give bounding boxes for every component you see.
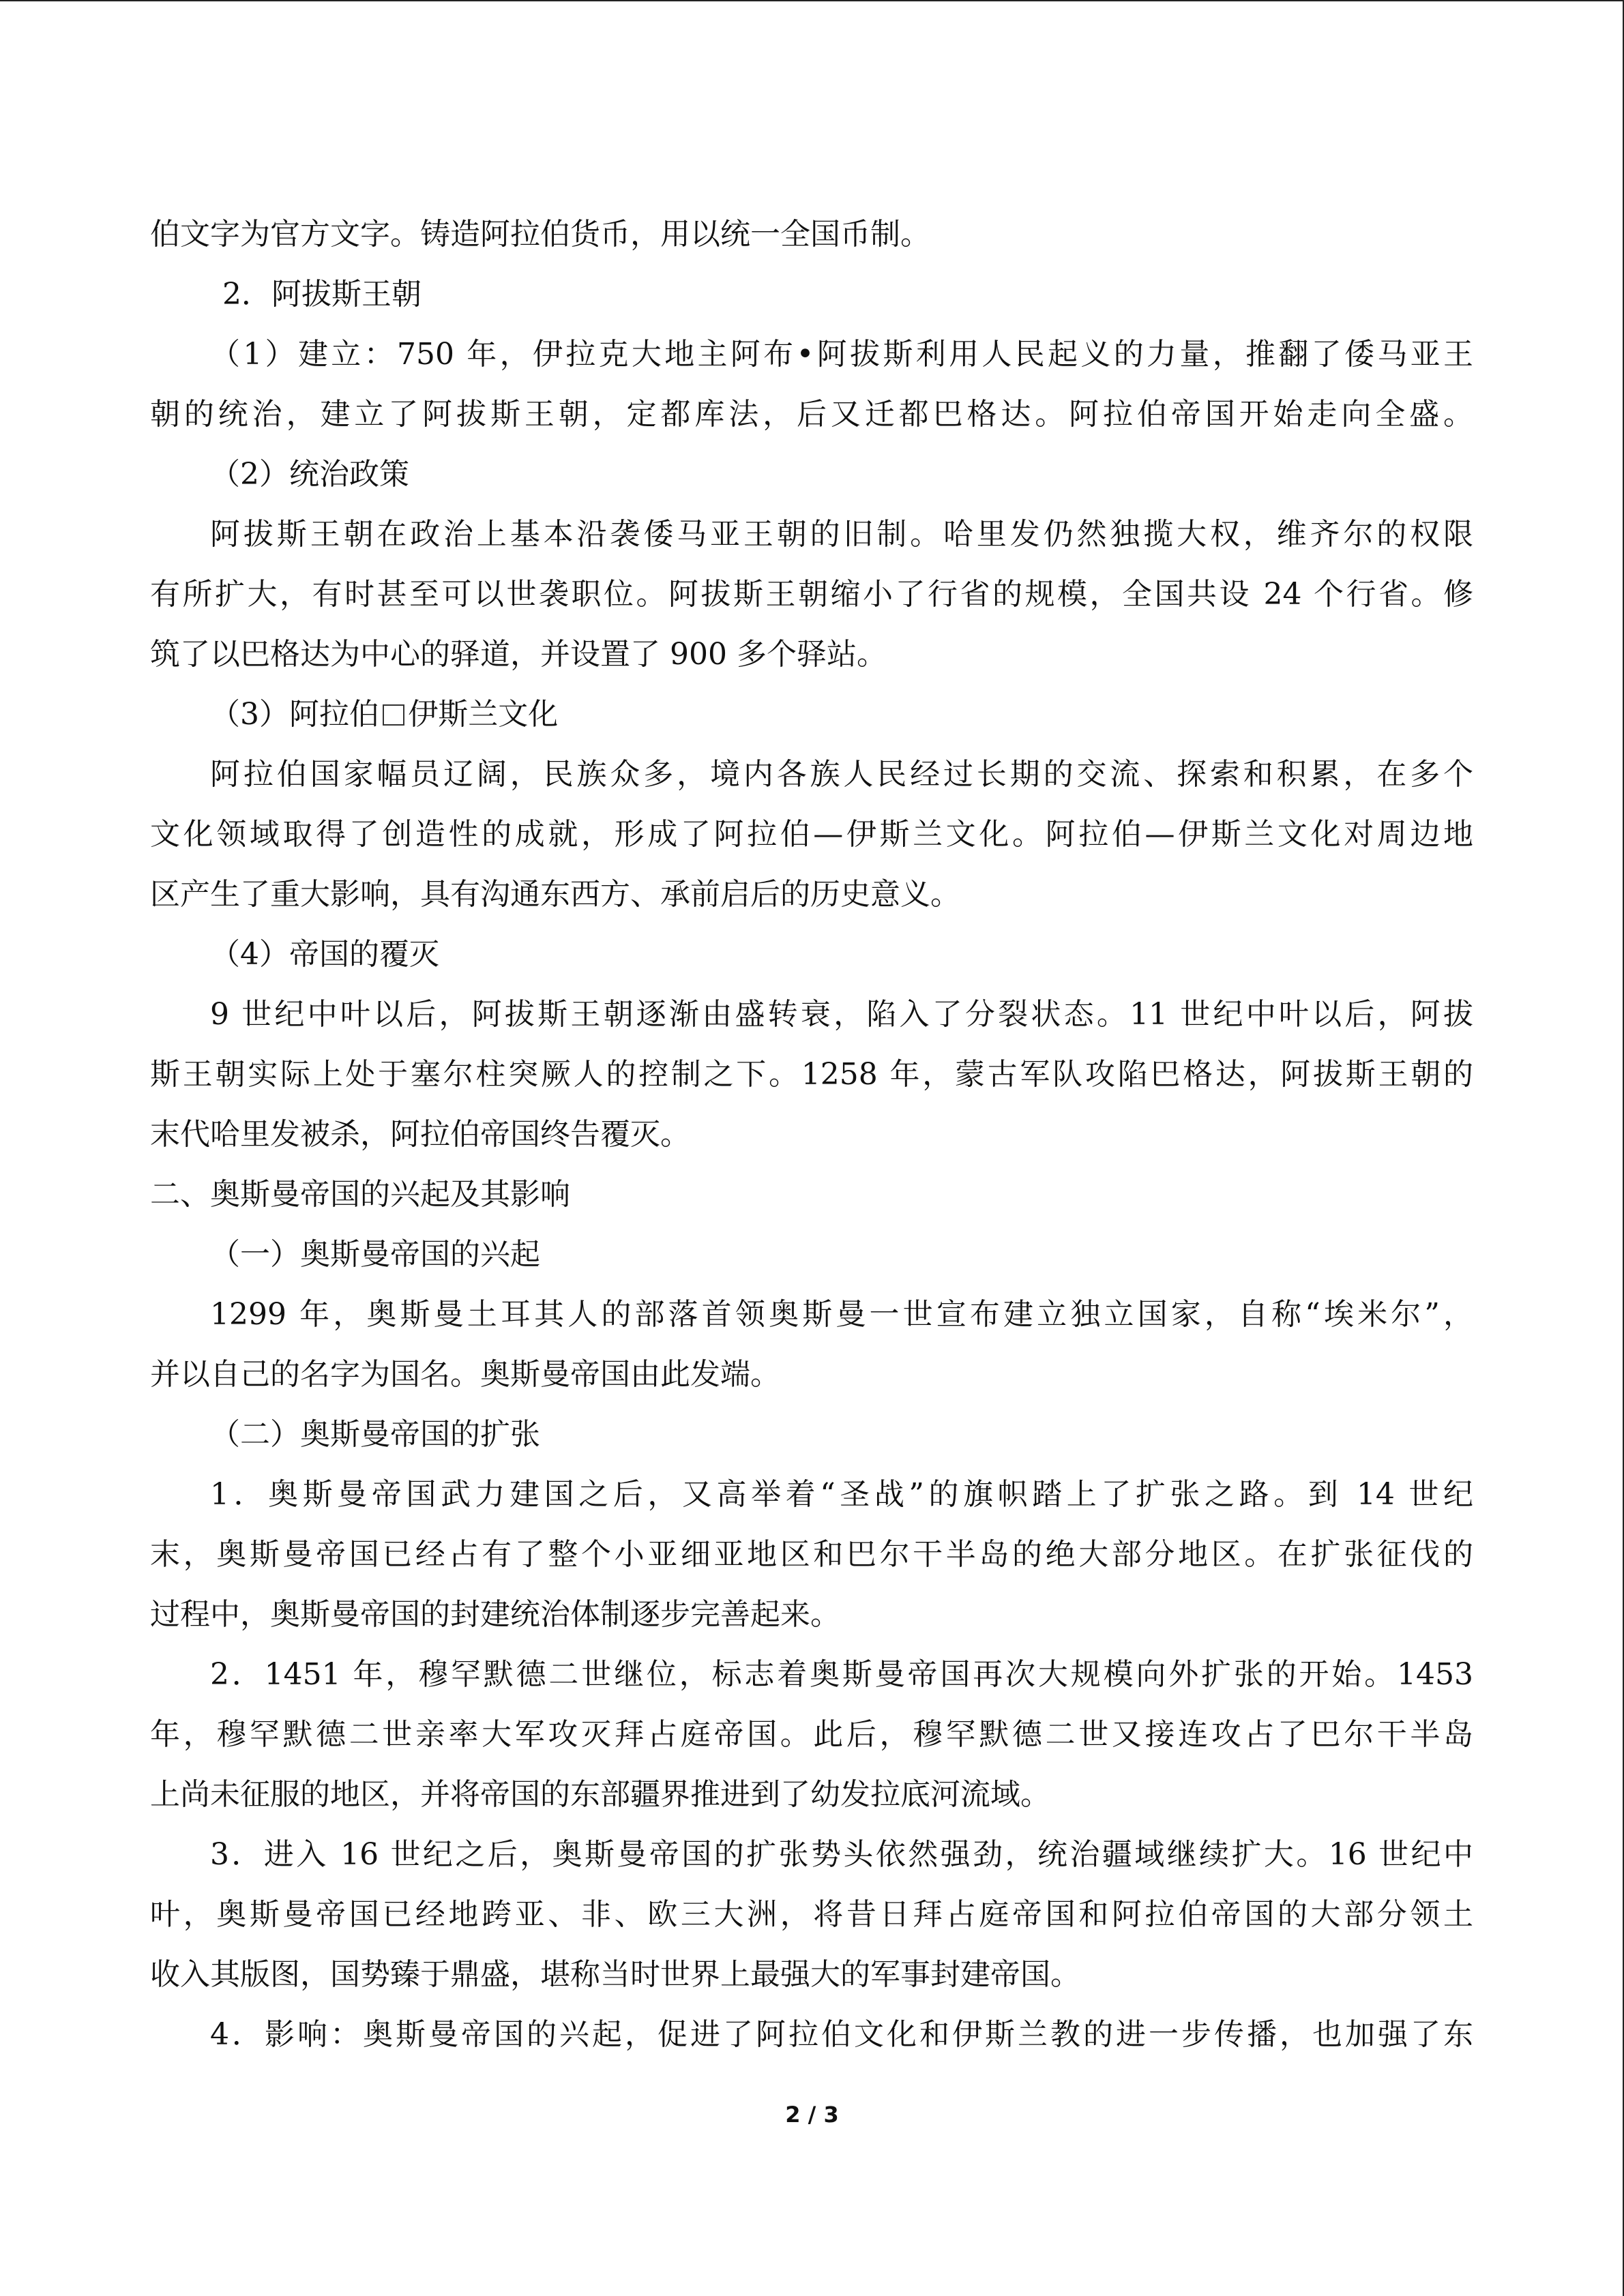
missing-glyph-box-icon <box>383 704 404 726</box>
section-heading: 二、奥斯曼帝国的兴起及其影响 <box>150 1177 570 1212</box>
paragraph-line: 文化领域取得了创造性的成就，形成了阿拉伯—伊斯兰文化。阿拉伯—伊斯兰文化对周边地 <box>150 817 1473 852</box>
paragraph-line: 上尚未征服的地区，并将帝国的东部疆界推进到了幼发拉底河流域。 <box>150 1777 1050 1812</box>
paragraph-line: 斯王朝实际上处于塞尔柱突厥人的控制之下。1258 年，蒙古军队攻陷巴格达，阿拔斯王朝的 <box>150 1057 1473 1092</box>
heading-part: （3）阿拉伯 <box>210 697 379 732</box>
page-number: 2 / 3 <box>785 2102 839 2128</box>
paragraph-line: 并以自己的名字为国名。奥斯曼帝国由此发端。 <box>150 1357 780 1392</box>
section-heading: 2．阿拔斯王朝 <box>222 277 422 312</box>
paragraph-line: 9 世纪中叶以后，阿拔斯王朝逐渐由盛转衰，陷入了分裂状态。11 世纪中叶以后，阿拔 <box>210 997 1473 1032</box>
paragraph-line: 叶，奥斯曼帝国已经地跨亚、非、欧三大洲，将昔日拜占庭帝国和阿拉伯帝国的大部分领土 <box>150 1897 1473 1932</box>
paragraph-line: 收入其版图，国势臻于鼎盛，堪称当时世界上最强大的军事封建帝国。 <box>150 1957 1080 1992</box>
paragraph-line: 4．影响：奥斯曼帝国的兴起，促进了阿拉伯文化和伊斯兰教的进一步传播，也加强了东 <box>210 2017 1473 2052</box>
paragraph-line: 朝的统治，建立了阿拔斯王朝，定都库法，后又迁都巴格达。阿拉伯帝国开始走向全盛。 <box>150 397 1473 432</box>
paragraph-line: 过程中，奥斯曼帝国的封建统治体制逐步完善起来。 <box>150 1597 840 1632</box>
page-border-top <box>0 0 1624 1</box>
paragraph-line: 末代哈里发被杀，阿拉伯帝国终告覆灭。 <box>150 1117 690 1152</box>
paragraph-line: 2．1451 年，穆罕默德二世继位，标志着奥斯曼帝国再次大规模向外扩张的开始。1453 <box>210 1657 1473 1692</box>
paragraph-line: 年，穆罕默德二世亲率大军攻灭拜占庭帝国。此后，穆罕默德二世又接连攻占了巴尔干半岛 <box>150 1717 1473 1752</box>
heading-part: 伊斯兰文化 <box>408 697 559 732</box>
subsection-heading <box>150 685 1473 745</box>
document-body <box>150 205 1473 2065</box>
paragraph-line: （1）建立：750 年，伊拉克大地主阿布•阿拔斯利用人民起义的力量，推翻了倭马亚王 <box>210 337 1473 372</box>
paragraph-line: 有所扩大，有时甚至可以世袭职位。阿拔斯王朝缩小了行省的规模，全国共设 24 个行省。修 <box>150 577 1473 612</box>
subsection-heading: （2）统治政策 <box>210 457 409 492</box>
subsection-heading: （二）奥斯曼帝国的扩张 <box>210 1417 540 1452</box>
paragraph-line: 筑了以巴格达为中心的驿道，并设置了 900 多个驿站。 <box>150 637 887 672</box>
paragraph-line: 阿拉伯国家幅员辽阔，民族众多，境内各族人民经过长期的交流、探索和积累，在多个 <box>210 757 1473 792</box>
paragraph-line: 末，奥斯曼帝国已经占有了整个小亚细亚地区和巴尔干半岛的绝大部分地区。在扩张征伐的 <box>150 1537 1473 1572</box>
paragraph-line: 伯文字为官方文字。铸造阿拉伯货币，用以统一全国币制。 <box>150 217 930 252</box>
subsection-heading: （一）奥斯曼帝国的兴起 <box>210 1237 540 1272</box>
paragraph-line: 1299 年，奥斯曼土耳其人的部落首领奥斯曼一世宣布建立独立国家，自称“埃米尔”， <box>210 1297 1473 1332</box>
subsection-heading: （4）帝国的覆灭 <box>210 937 439 972</box>
paragraph-line: 1．奥斯曼帝国武力建国之后，又高举着“圣战”的旗帜踏上了扩张之路。到 14 世纪 <box>210 1477 1473 1512</box>
paragraph-line: 区产生了重大影响，具有沟通东西方、承前启后的历史意义。 <box>150 877 960 912</box>
paragraph-line: 阿拔斯王朝在政治上基本沿袭倭马亚王朝的旧制。哈里发仍然独揽大权，维齐尔的权限 <box>210 517 1473 552</box>
paragraph-line: 3．进入 16 世纪之后，奥斯曼帝国的扩张势头依然强劲，统治疆域继续扩大。16 世纪中 <box>210 1837 1473 1872</box>
